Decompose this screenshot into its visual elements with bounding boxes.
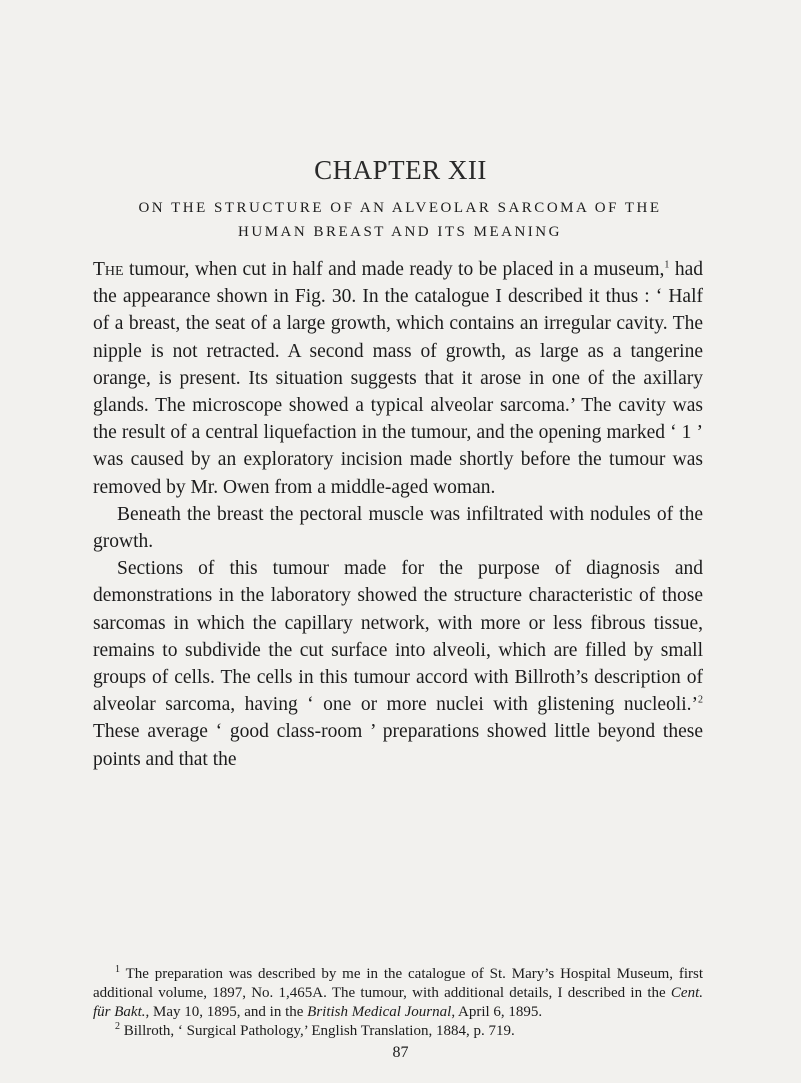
footnote-2-text: Billroth, ‘ Surgical Pathology,’ English Translation, 1884, p. 719. [120,1023,515,1039]
paragraph-1 [93,256,703,501]
chapter-title-line-1: ON THE STRUCTURE OF AN ALVEOLAR SARCOMA OF THE [138,200,662,216]
chapter-title [90,196,710,244]
paragraph-3-text-a: Sections of this tumour made for the purpose of diagnosis and demonstrations in the laboratory showed the structure characteristic of those sarcomas in which the capillary network, with more or less fibrous tissue, remains to subdivide the cut surface into alveoli, which are filled by small groups of cells. The cells in this tumour accord with Billroth’s description of alveolar sarcoma, having ‘ one or more nuclei with glistening nucleoli.’ [93,558,703,716]
paragraph-3-text-b: These average ‘ good class-room ’ preparations showed little beyond these points and that the [93,721,703,770]
paragraph-1-lead: The [93,259,124,280]
chapter-title-line-2: HUMAN BREAST AND ITS MEANING [238,224,562,240]
footnote-1-journal-1: Cent. für Bakt. [93,985,703,1020]
footnote-ref-2: 2 [698,694,703,706]
footnote-1-number: 1 [115,964,120,975]
footnote-1-text-a: The preparation was described by me in the catalogue of St. Mary’s Hospital Museum, first additional volume, 1897, No. 1,465A. The tumour, with additional details, I described in the [93,966,703,1001]
footnote-ref-1: 1 [664,259,670,271]
paragraph-1-text-b: had the appearance shown in Fig. 30. In the catalogue I described it thus : ‘ Half of a breast, the seat of a large growth, which contains an irregular cavity. The nipple is not retracted. A second mass of growth, as large as a tangerine orange, is present. Its situation suggests that it arose in one of the axillary glands. The microscope showed a typical alveolar sarcoma.’ The cavity was the result of a central liquefaction in the tumour, and the opening marked ‘ 1 ’ was caused by an exploratory incision made shortly before the tumour was removed by Mr. Owen from a middle-aged woman. [93,259,704,498]
chapter-heading: CHAPTER XII [314,155,487,185]
footnote-1-text-b: , May 10, 1895, and in the [145,1004,308,1020]
footnote-1 [93,965,703,1022]
paragraph-2: Beneath the breast the pectoral muscle was infiltrated with nodules of the growth. [93,503,703,553]
paragraph-1-text-a: tumour, when cut in half and made ready to be placed in a museum, [123,259,665,280]
footnote-1-journal-2: British Medical Journal [307,1004,452,1020]
body-text [93,256,703,773]
footnote-2 [93,1022,703,1041]
footnote-2-number: 2 [115,1021,120,1032]
page-number: 87 [392,1044,409,1061]
footnote-1-text-c: , April 6, 1895. [451,1004,543,1020]
paragraph-3 [93,555,703,773]
footnotes [93,965,703,1041]
